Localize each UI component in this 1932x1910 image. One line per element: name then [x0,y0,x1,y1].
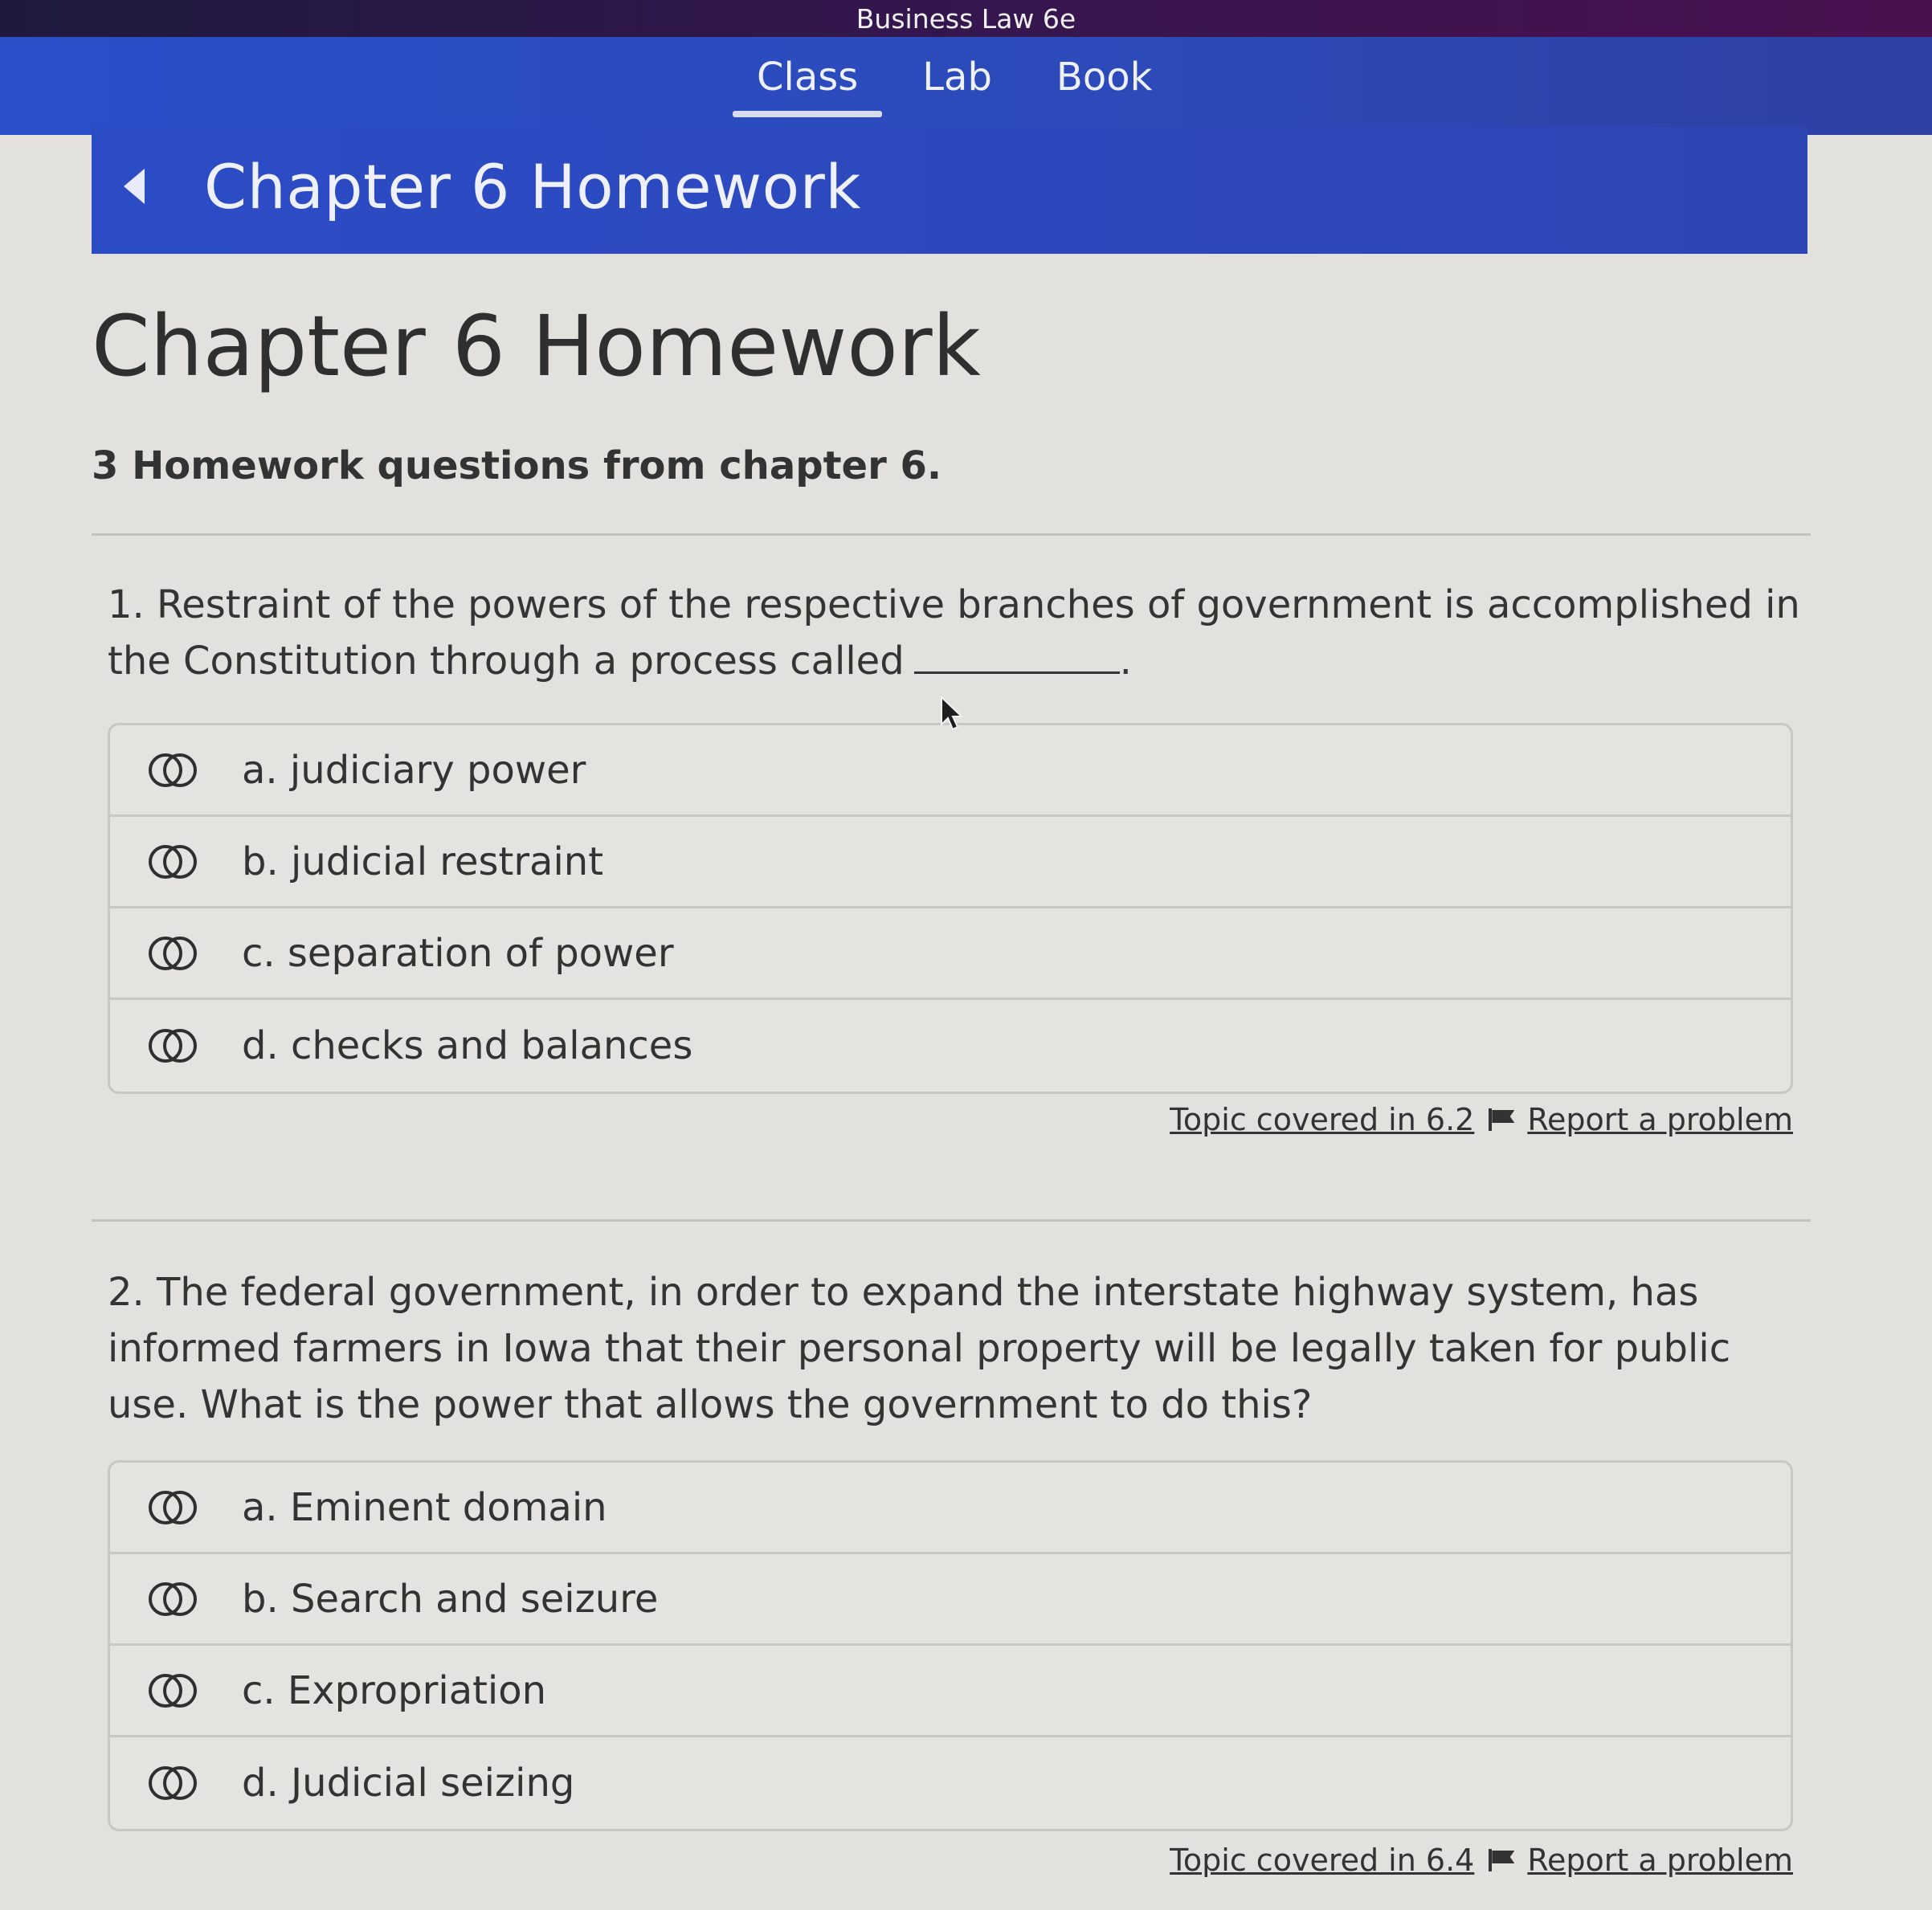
q2-option-d-label: d. Judicial seizing [242,1761,575,1806]
q2-option-b[interactable] [110,1554,1791,1646]
question-2-meta [1170,1843,1793,1878]
radio-icon[interactable] [149,753,202,787]
question-2-options [108,1460,1793,1831]
q1-option-d-label: d. checks and balances [242,1023,693,1068]
question-1-meta [1170,1102,1793,1137]
back-arrow-icon[interactable] [124,169,145,204]
topic-link[interactable]: Topic covered in 6.2 [1170,1102,1475,1137]
flag-icon [1489,1108,1517,1131]
radio-icon[interactable] [149,1674,202,1708]
tab-lab[interactable]: Lab [922,55,992,100]
radio-icon[interactable] [149,1582,202,1616]
mouse-cursor-icon [940,696,964,733]
question-1-text [108,577,1803,689]
window-title: Business Law 6e [856,3,1076,35]
q1-option-b-label: b. judicial restraint [242,839,604,884]
flag-icon [1489,1849,1517,1871]
report-problem-link[interactable]: Report a problem [1527,1102,1793,1137]
chapter-bar-title: Chapter 6 Homework [204,151,861,222]
nav-tabs [733,53,1176,117]
report-problem-link[interactable]: Report a problem [1527,1843,1793,1878]
q1-option-a-label: a. judiciary power [242,747,586,793]
chapter-header-bar [92,127,1807,254]
question-1-prompt: 1. Restraint of the powers of the respective branches of government is accomplished in the Constitution through a process called [108,582,1800,684]
radio-icon[interactable] [149,937,202,970]
nav-bar [0,37,1932,135]
q2-option-a[interactable] [110,1463,1791,1554]
q2-option-b-label: b. Search and seizure [242,1576,659,1622]
radio-icon[interactable] [149,1766,202,1800]
q1-option-a[interactable] [110,725,1791,817]
tab-book[interactable]: Book [1056,55,1153,100]
q1-option-d[interactable] [110,1000,1791,1092]
q1-option-c-label: c. separation of power [242,930,674,976]
topic-link[interactable]: Topic covered in 6.4 [1170,1843,1475,1878]
q2-option-d[interactable] [110,1737,1791,1829]
page-title: Chapter 6 Homework [92,297,981,395]
q2-option-c-label: c. Expropriation [242,1667,547,1713]
radio-icon[interactable] [149,1491,202,1524]
q2-option-a-label: a. Eminent domain [242,1484,607,1530]
answer-blank [914,642,1120,674]
q1-option-c[interactable] [110,908,1791,1000]
question-2-text: 2. The federal government, in order to expand the interstate highway system, has informed farmers in Iowa that their personal property will be legally taken for public use. What is the power that allows the government to do this? [108,1270,1731,1427]
tab-class[interactable]: Class [733,53,882,117]
question-1-options [108,723,1793,1094]
radio-icon[interactable] [149,845,202,879]
question-1-prompt-end: . [1119,639,1132,684]
divider [92,533,1811,536]
q2-option-c[interactable] [110,1646,1791,1737]
page-subtitle: 3 Homework questions from chapter 6. [92,443,942,488]
q1-option-b[interactable] [110,817,1791,908]
divider [92,1219,1811,1222]
radio-icon[interactable] [149,1029,202,1063]
